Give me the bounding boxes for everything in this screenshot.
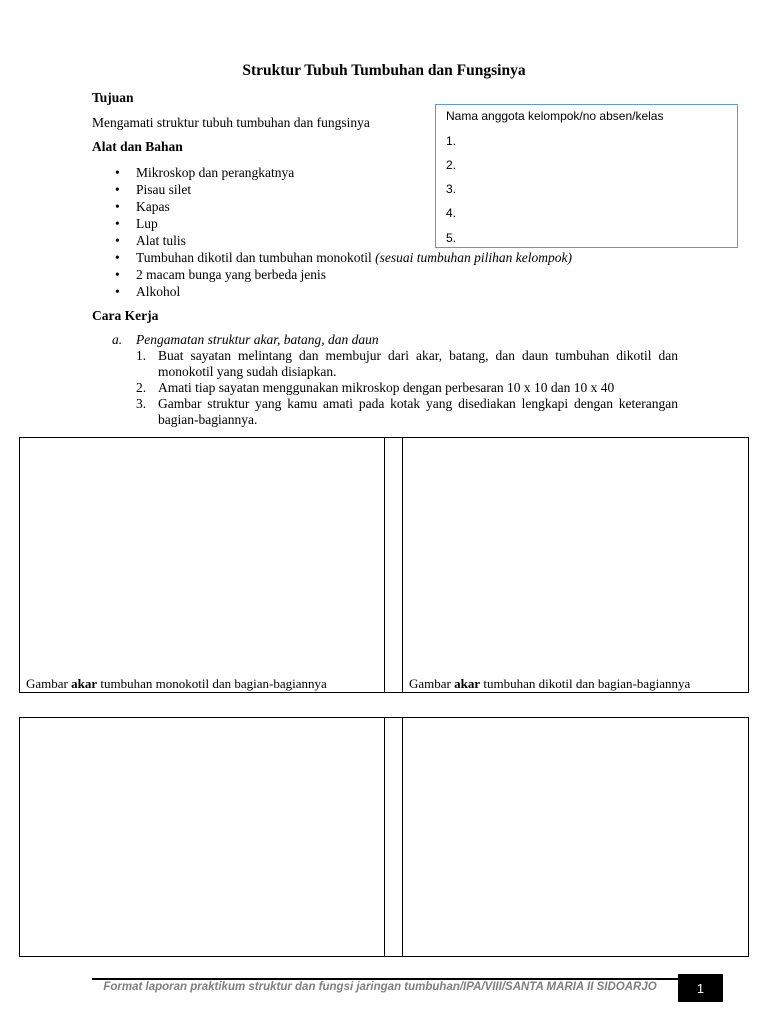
list-item xyxy=(92,249,612,266)
step-item xyxy=(136,396,678,428)
cara-heading: Cara Kerja xyxy=(92,308,159,323)
step-item xyxy=(136,380,678,396)
list-item-text: Lup xyxy=(136,216,158,231)
step-text: Amati tiap sayatan menggunakan mikroskop dengan perbesaran 10 x 10 dan 10 x 40 xyxy=(158,380,615,395)
footer-text: Format laporan praktikum struktur dan fungsi jaringan tumbuhan/IPA/VIII/SANTA MARIA II SIDOARJO xyxy=(103,981,657,993)
member-number: 3. xyxy=(446,182,457,196)
bullet-icon: • xyxy=(115,250,120,265)
tujuan-text: Mengamati struktur tubuh tumbuhan dan fungsinya xyxy=(92,115,370,130)
bullet-icon: • xyxy=(115,182,120,197)
drawing-box-divider xyxy=(384,437,403,693)
bullet-icon: • xyxy=(115,233,120,248)
step-text: Gambar struktur yang kamu amati pada kotak yang disediakan lengkapi dengan keterangan bagian-bagiannya. xyxy=(158,396,678,427)
step-number: 2. xyxy=(136,380,147,395)
bullet-icon: • xyxy=(115,199,120,214)
group-members-box xyxy=(435,104,738,248)
drawing-box-right[interactable] xyxy=(402,717,749,957)
bullet-icon: • xyxy=(115,267,120,282)
drawing-box-monocot-root[interactable] xyxy=(19,437,385,693)
page-title: Struktur Tubuh Tumbuhan dan Fungsinya xyxy=(242,62,526,79)
member-number: 2. xyxy=(446,158,457,172)
drawing-box-left[interactable] xyxy=(19,717,385,957)
step-number: 3. xyxy=(136,396,147,411)
footer-rule xyxy=(92,978,678,980)
list-item-text: Alkohol xyxy=(136,284,181,299)
list-item xyxy=(92,266,612,283)
drawing-box-divider xyxy=(384,717,403,957)
step-text: Buat sayatan melintang dan membujur dari akar, batang, dan daun tumbuhan dikotil dan monokotil yang sudah disiapkan. xyxy=(158,348,678,379)
group-members-header: Nama anggota kelompok/no absen/kelas xyxy=(446,109,664,123)
tujuan-heading: Tujuan xyxy=(92,90,134,105)
member-number: 5. xyxy=(446,231,457,245)
list-item-text: Mikroskop dan perangkatnya xyxy=(136,165,295,180)
list-item-text: 2 macam bunga yang berbeda jenis xyxy=(136,267,327,282)
sub-marker: a. xyxy=(112,332,123,347)
list-item-text: Kapas xyxy=(136,199,170,214)
list-item-note: (sesuai tumbuhan pilihan kelompok) xyxy=(375,250,572,265)
step-item xyxy=(136,348,678,380)
drawing-box-dicot-root[interactable] xyxy=(402,437,749,693)
drawing-caption: Gambar akar tumbuhan dikotil dan bagian-bagiannya xyxy=(409,676,691,691)
steps-list xyxy=(136,348,678,428)
member-number: 1. xyxy=(446,134,457,148)
list-item xyxy=(92,283,612,300)
member-number: 4. xyxy=(446,206,457,220)
list-item-text: Pisau silet xyxy=(136,182,192,197)
page-number: 1 xyxy=(678,974,723,1002)
sub-title: Pengamatan struktur akar, batang, dan daun xyxy=(136,332,379,347)
list-item-text: Tumbuhan dikotil dan tumbuhan monokotil xyxy=(136,250,372,265)
bullet-icon: • xyxy=(115,284,120,299)
drawing-caption: Gambar akar tumbuhan monokotil dan bagian-bagiannya xyxy=(26,676,327,691)
bullet-icon: • xyxy=(115,165,120,180)
step-number: 1. xyxy=(136,348,147,363)
bullet-icon: • xyxy=(115,216,120,231)
alat-heading: Alat dan Bahan xyxy=(92,139,183,154)
list-item-text: Alat tulis xyxy=(136,233,186,248)
